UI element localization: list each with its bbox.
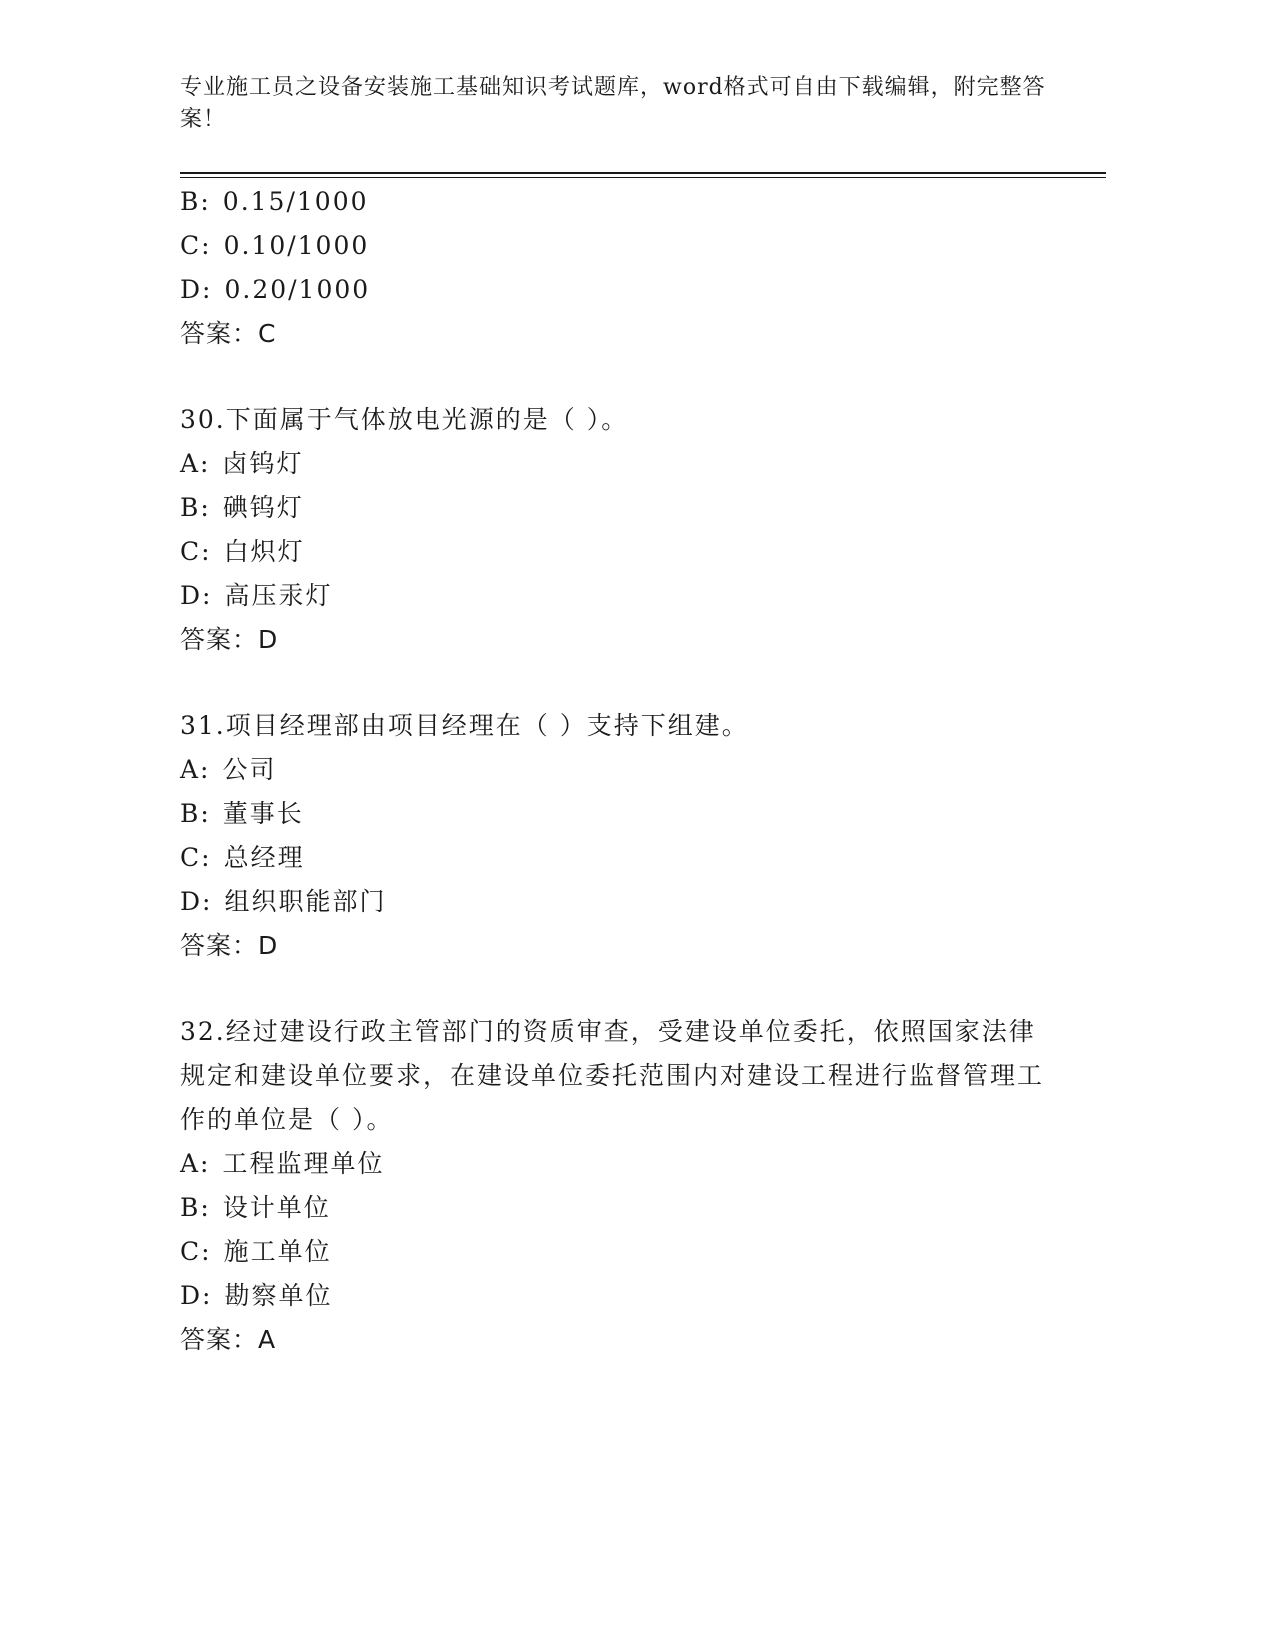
question-block-30 <box>180 398 1060 662</box>
answer-line: 答案：D <box>180 931 279 960</box>
question-block-32 <box>180 1010 1060 1362</box>
option-a: A: 工程监理单位 <box>180 1149 385 1178</box>
answer-line: 答案：C <box>180 319 277 348</box>
option-d: D: 高压汞灯 <box>180 581 333 610</box>
option-c: C: 总经理 <box>180 843 305 872</box>
header-rule-thick <box>180 172 1106 174</box>
option-b: B: 董事长 <box>180 799 304 828</box>
option-d: D: 勘察单位 <box>180 1281 333 1310</box>
option-b: B: 碘钨灯 <box>180 493 304 522</box>
option-c: C: 0.10/1000 <box>180 231 370 260</box>
answer-line: 答案：D <box>180 625 279 654</box>
option-d: D: 0.20/1000 <box>180 275 371 304</box>
option-c: C: 施工单位 <box>180 1237 332 1266</box>
question-text: 30.下面属于气体放电光源的是（ ）。 <box>180 405 629 434</box>
question-block-partial <box>180 180 1060 356</box>
option-b: B: 设计单位 <box>180 1193 331 1222</box>
option-a: A: 卤钨灯 <box>180 449 304 478</box>
option-c: C: 白炽灯 <box>180 537 305 566</box>
document-header: 专业施工员之设备安装施工基础知识考试题库，word格式可自由下载编辑，附完整答案！ <box>180 75 1046 132</box>
option-b: B: 0.15/1000 <box>180 187 369 216</box>
question-text: 31.项目经理部由项目经理在（ ）支持下组建。 <box>180 711 749 740</box>
option-a: A: 公司 <box>180 755 277 784</box>
option-d: D: 组织职能部门 <box>180 887 387 916</box>
header-rule-thin <box>180 177 1106 178</box>
question-list <box>180 180 1060 1362</box>
question-text: 32.经过建设行政主管部门的资质审查，受建设单位委托，依照国家法律规定和建设单位要求，在建设单位委托范围内对建设工程进行监督管理工作的单位是（ ）。 <box>180 1017 1045 1134</box>
answer-line: 答案：A <box>180 1325 277 1354</box>
question-block-31 <box>180 704 1060 968</box>
